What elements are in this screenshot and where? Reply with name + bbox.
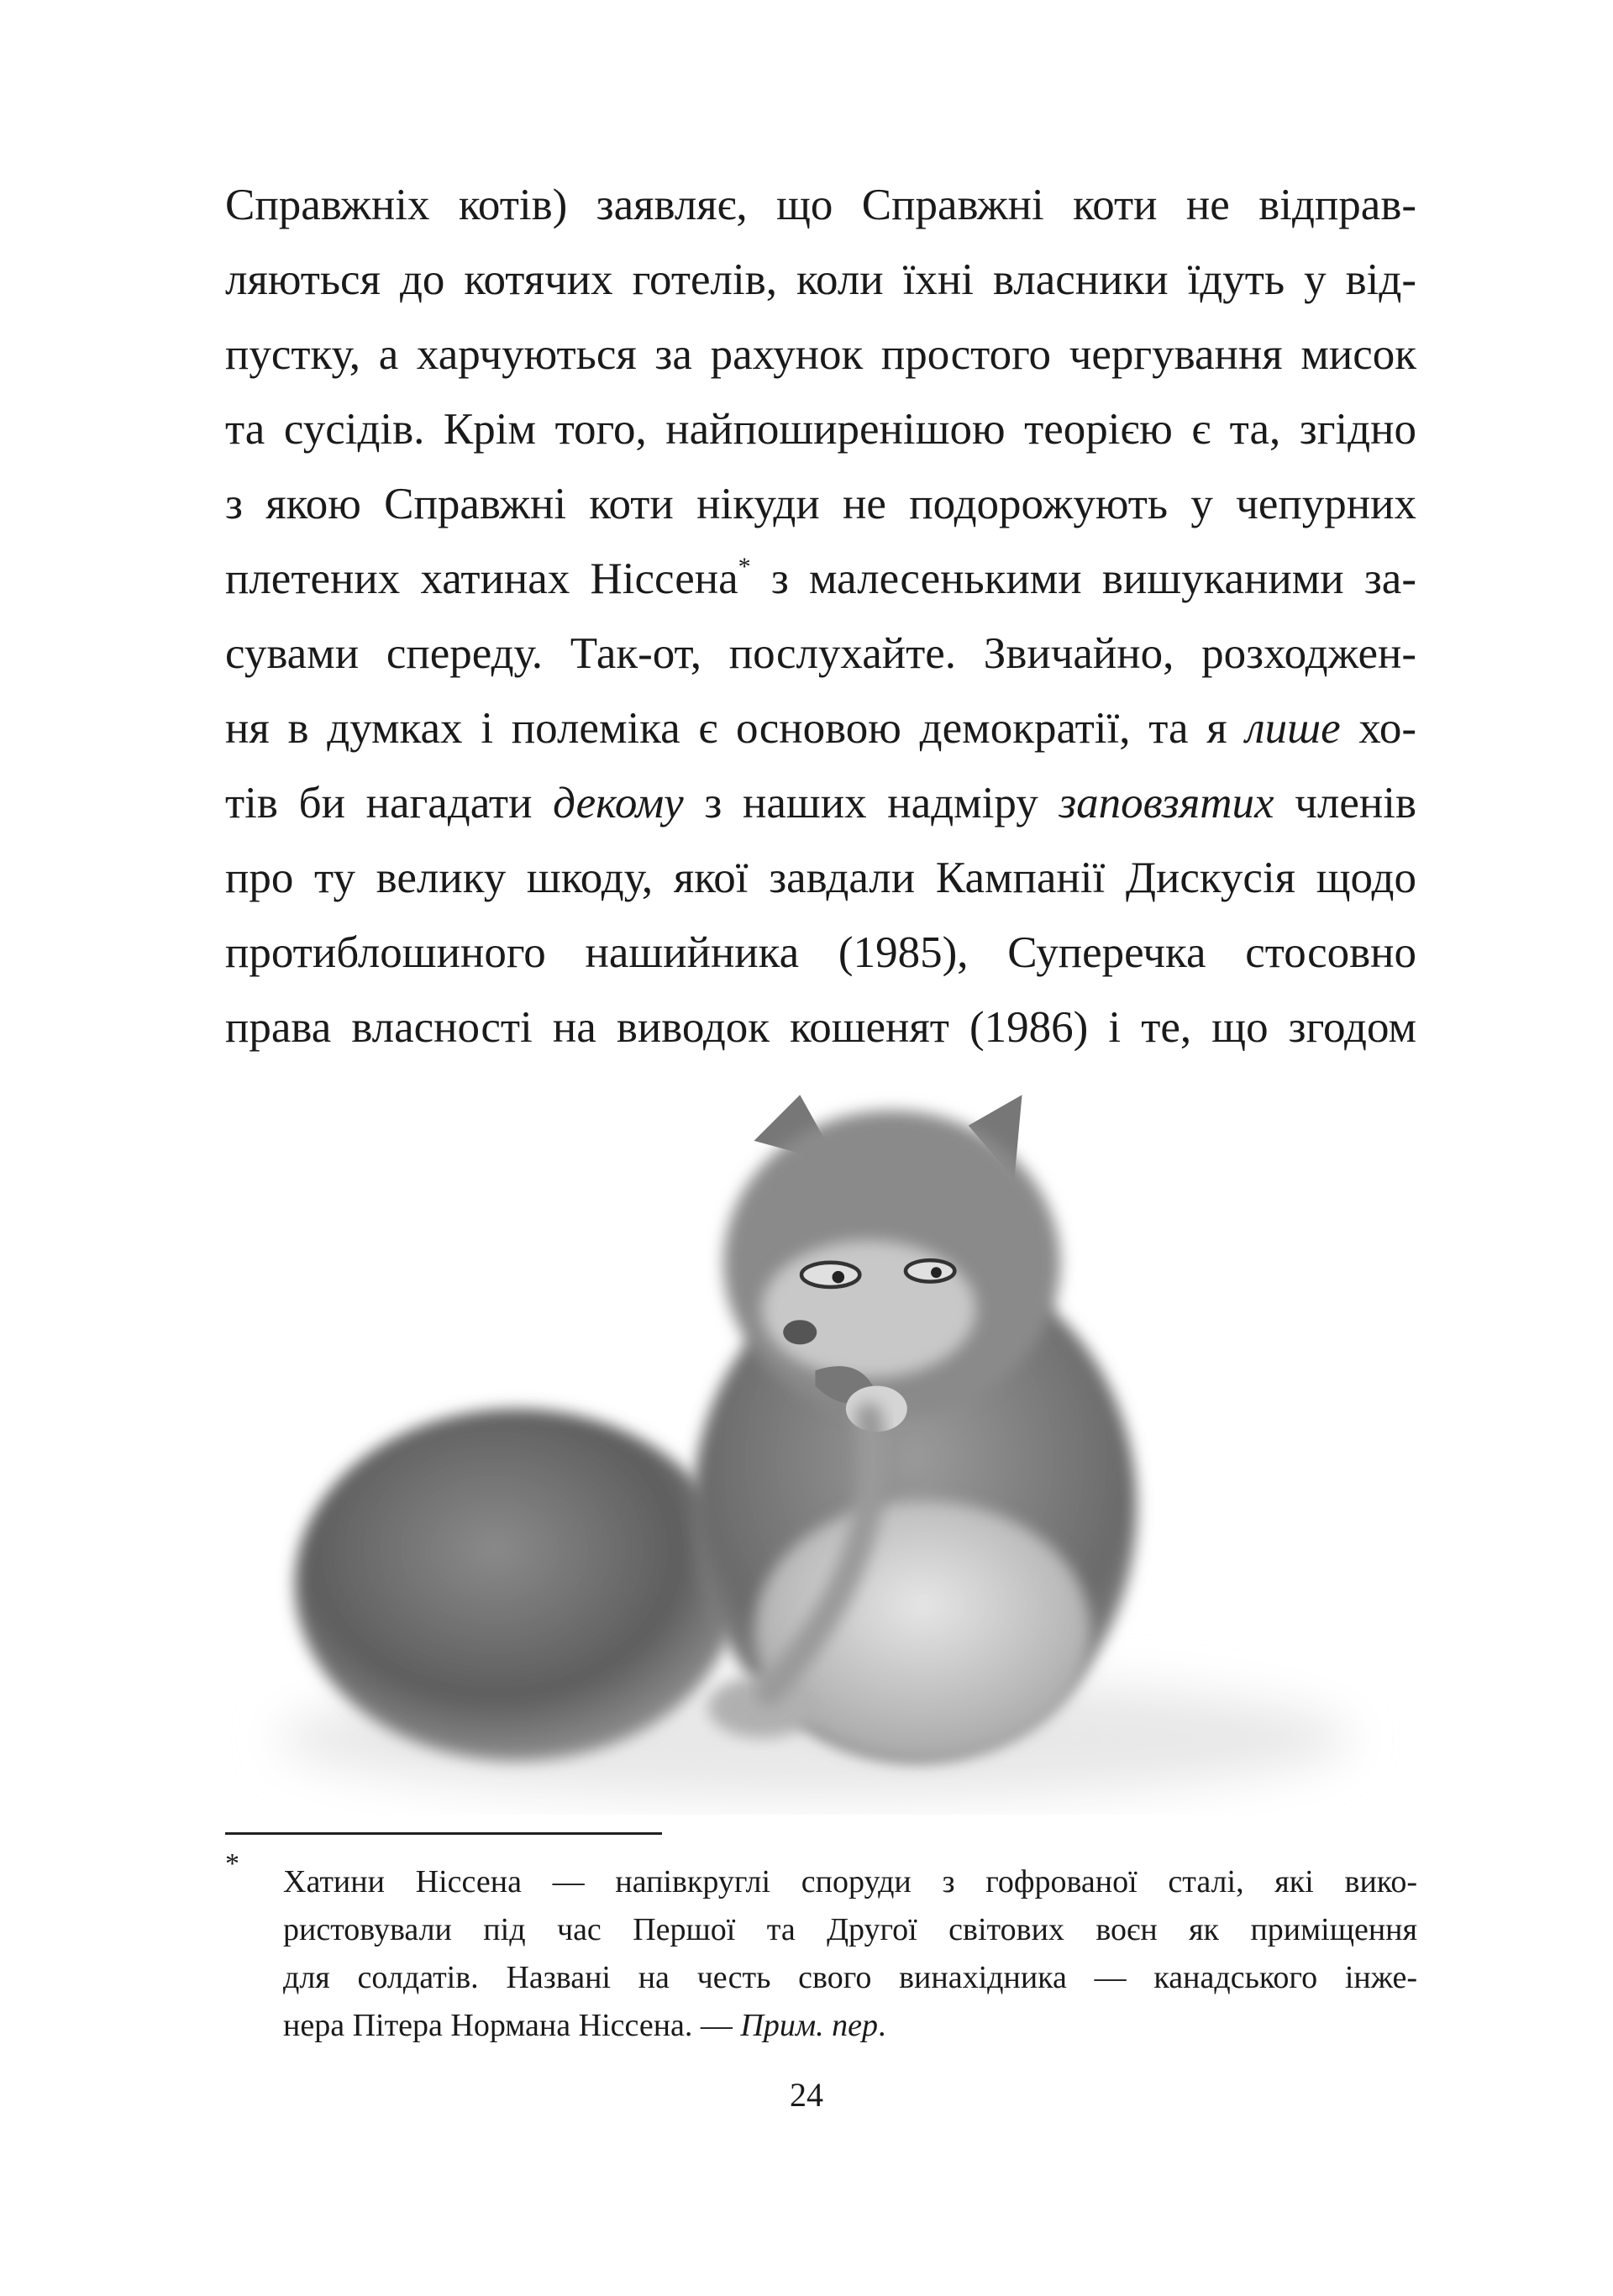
page-number: 24 bbox=[790, 2076, 823, 2114]
italic-text: заповзятих bbox=[1059, 779, 1274, 828]
text: тів би нагадати bbox=[225, 779, 554, 828]
text: ляються до котячих готелів, коли їхні власники їдуть у від- bbox=[225, 255, 1416, 304]
footnote-line: для солдатів. Названі на честь свого винахідника — канадського інже- bbox=[283, 1960, 1417, 1995]
text-line bbox=[225, 766, 1416, 841]
text-line bbox=[225, 841, 1416, 916]
text: та сусідів. Крім того, найпоширенішою теорією є та, згідно bbox=[225, 405, 1416, 454]
text: плетених хатинах Ніссена bbox=[225, 554, 738, 603]
cat-illustration bbox=[210, 1080, 1428, 1815]
text: права власності на виводок кошенят (1986) і те, що згодом bbox=[225, 1003, 1416, 1052]
text: сувами спереду. Так-от, послухайте. Звичайно, розходжен- bbox=[225, 629, 1416, 678]
text-line bbox=[225, 542, 1416, 617]
text: з якою Справжні коти нікуди не подорожують у чепурних bbox=[225, 480, 1416, 528]
text: хо- bbox=[1340, 704, 1416, 753]
italic-text: лише bbox=[1245, 704, 1341, 753]
body-text bbox=[225, 168, 1416, 1065]
text: ня в думках і полеміка є основою демократії, та я bbox=[225, 704, 1246, 753]
text-line bbox=[225, 691, 1416, 766]
text-line bbox=[225, 617, 1416, 691]
footnote-divider bbox=[225, 1832, 662, 1835]
text: Справжніх котів) заявляє, що Справжні коти не відправ- bbox=[225, 181, 1416, 229]
text: членів bbox=[1274, 779, 1416, 828]
footnote-marker: * bbox=[225, 1848, 239, 1879]
text-line bbox=[225, 467, 1416, 542]
footnote-line: Хатини Ніссена — напівкруглі споруди з гофрованої сталі, які вико- bbox=[283, 1864, 1417, 1899]
text: нера Пітера Нормана Ніссена. — bbox=[283, 2008, 741, 2043]
translator-note: Прим. пер bbox=[740, 2008, 878, 2043]
italic-text: декому bbox=[553, 779, 684, 828]
text-line bbox=[225, 990, 1416, 1065]
text-line bbox=[225, 392, 1416, 467]
text: пустку, а харчуються за рахунок простого чергування мисок bbox=[225, 330, 1416, 379]
text: . bbox=[877, 2008, 886, 2043]
text-line bbox=[225, 916, 1416, 990]
cat-tail bbox=[295, 1409, 739, 1761]
text: з малесенькими вишуканими за- bbox=[750, 554, 1416, 603]
footnote-ref: * bbox=[738, 553, 751, 581]
text: з наших надміру bbox=[683, 779, 1059, 828]
text: протиблошиного нашийника (1985), Суперечка стосовно bbox=[225, 928, 1416, 977]
text-line bbox=[225, 318, 1416, 392]
footnote-line: ристовували під час Першої та Другої світових воєн як приміщення bbox=[283, 1912, 1417, 1947]
footnote bbox=[283, 1858, 1417, 2050]
text: про ту велику шкоду, якої завдали Кампанії Дискусія щодо bbox=[225, 854, 1416, 902]
text-line bbox=[225, 168, 1416, 243]
footnote-line bbox=[283, 2002, 1417, 2050]
text-line bbox=[225, 243, 1416, 318]
